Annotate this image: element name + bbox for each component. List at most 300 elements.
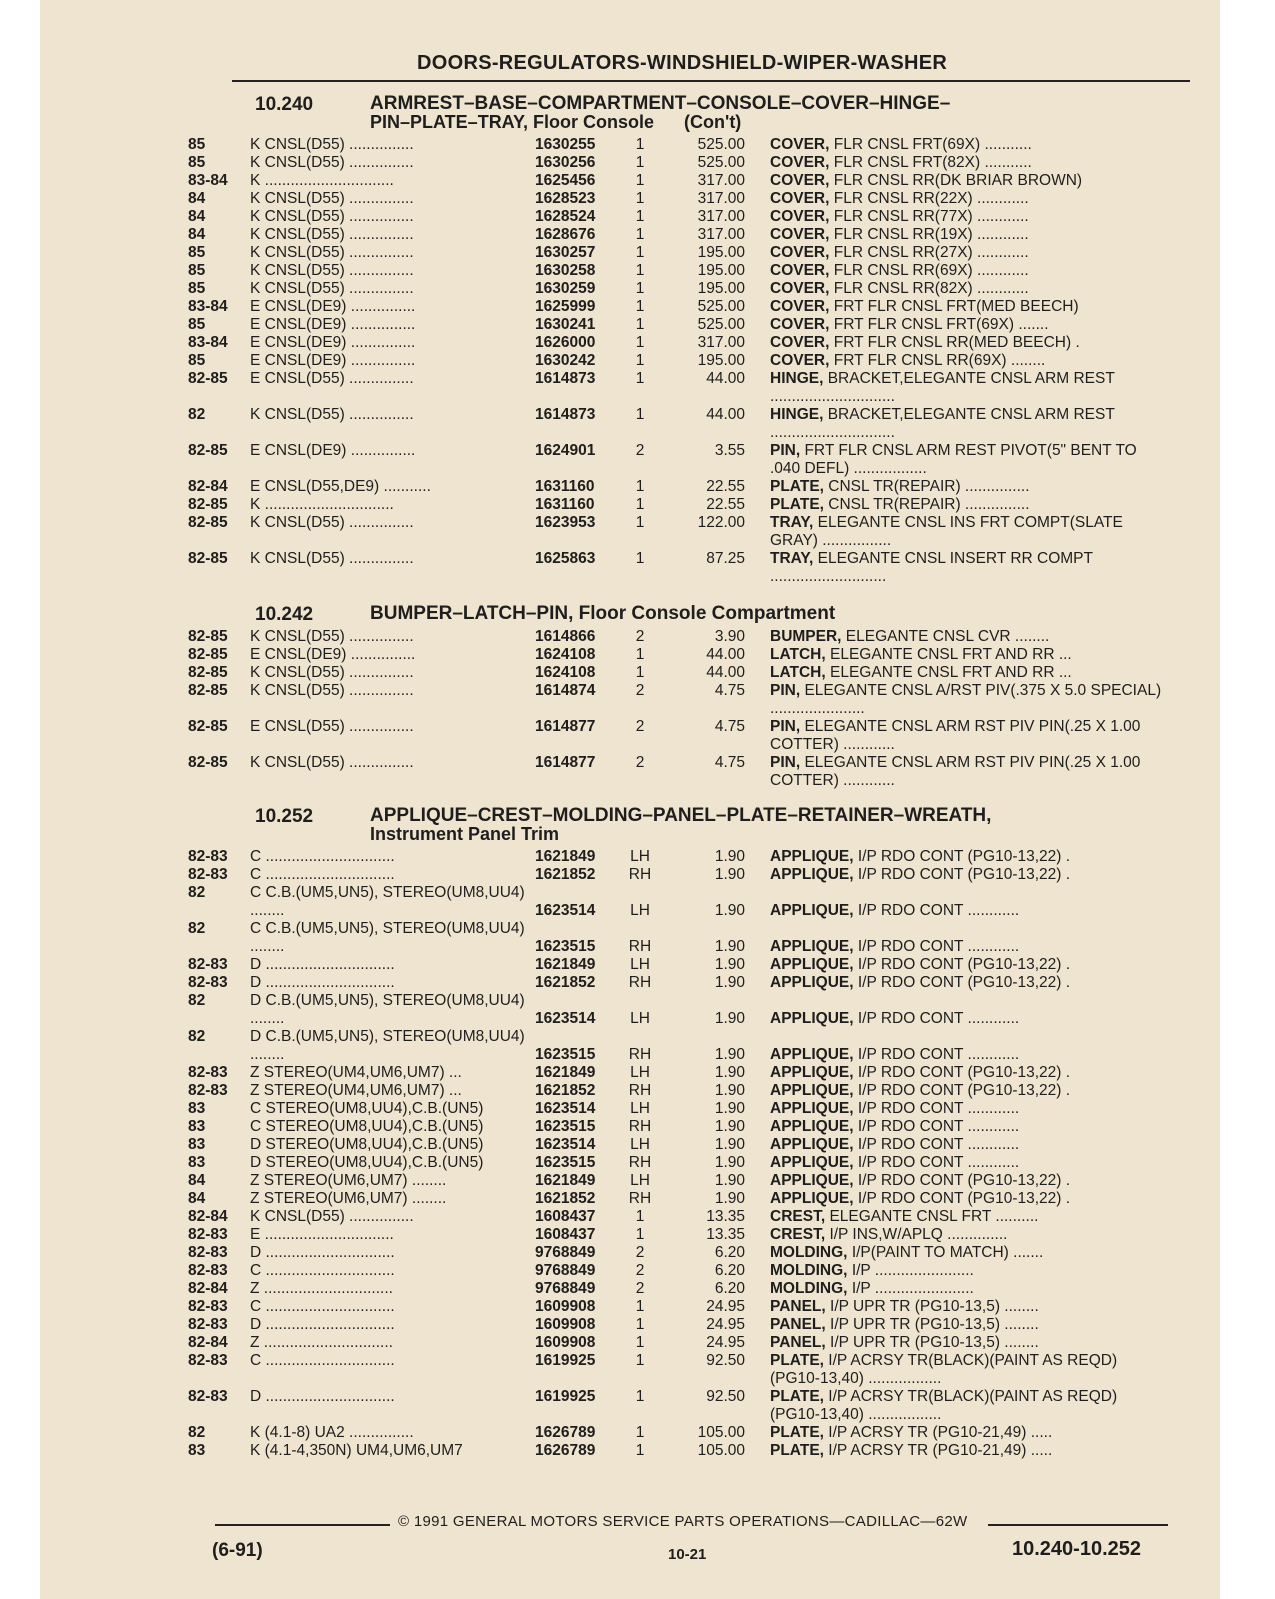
description-cell — [770, 1280, 1170, 1298]
usage-cell: E CNSL(DE9) ............... — [250, 442, 416, 459]
table-row — [40, 718, 1220, 754]
part-name: PIN, — [770, 754, 801, 771]
usage-cell: K (4.1-8) UA2 ............... — [250, 1424, 414, 1441]
description-cell — [770, 1136, 1170, 1154]
part-number-cell: 1621852 — [535, 1082, 596, 1099]
price-cell: 525.00 — [697, 136, 745, 153]
usage-cell: D C.B.(UM5,UN5), STEREO(UM8,UU4) ........ — [250, 1028, 525, 1063]
quantity-cell: 2 — [635, 1280, 645, 1297]
part-name: MOLDING, — [770, 1262, 848, 1279]
description-cell — [770, 1064, 1170, 1082]
table-row — [40, 1208, 1220, 1226]
description-cell — [770, 754, 1170, 790]
part-description: ELEGANTE CNSL ARM RST PIV PIN(.25 X 1.00 COTTER) ............ — [770, 718, 1141, 753]
table-row — [40, 190, 1220, 208]
table-row — [40, 1226, 1220, 1244]
year-cell: 84 — [188, 1190, 206, 1207]
description-cell — [770, 1118, 1170, 1136]
price-cell: 317.00 — [697, 334, 745, 351]
section-title — [370, 94, 1130, 132]
quantity-cell: 2 — [635, 1244, 645, 1261]
price-cell: 92.50 — [706, 1388, 745, 1405]
price-cell: 1.90 — [714, 938, 745, 955]
part-name: CREST, — [770, 1208, 826, 1225]
part-description: FLR CNSL RR(82X) ............ — [833, 280, 1029, 297]
description-cell — [770, 154, 1170, 172]
usage-cell: C C.B.(UM5,UN5), STEREO(UM8,UU4) ........ — [250, 920, 525, 955]
quantity-cell: 1 — [635, 1226, 645, 1243]
price-cell: 195.00 — [697, 280, 745, 297]
part-description: I/P UPR TR (PG10-13,5) ........ — [830, 1334, 1039, 1351]
table-row — [40, 478, 1220, 496]
usage-cell: K CNSL(D55) ............... — [250, 754, 414, 771]
description-cell — [770, 226, 1170, 244]
part-name: APPLIQUE, — [770, 1082, 854, 1099]
usage-cell: E CNSL(D55,DE9) ........... — [250, 478, 431, 495]
part-description: FLR CNSL RR(DK BRIAR BROWN) — [833, 172, 1083, 189]
part-description: ELEGANTE CNSL CVR ........ — [845, 628, 1050, 645]
description-cell — [770, 370, 1170, 406]
quantity-cell: 1 — [635, 664, 645, 681]
part-description: FLR CNSL FRT(82X) ........... — [833, 154, 1032, 171]
part-name: APPLIQUE, — [770, 1118, 854, 1135]
year-cell: 82-83 — [188, 1352, 228, 1369]
table-row — [40, 1334, 1220, 1352]
usage-cell: Z .............................. — [250, 1280, 393, 1297]
part-description: FLR CNSL RR(77X) ............ — [833, 208, 1029, 225]
part-description: I/P ....................... — [851, 1280, 974, 1297]
price-cell: 44.00 — [706, 646, 745, 663]
part-number-cell: 1614873 — [535, 370, 596, 387]
year-cell: 83 — [188, 1154, 206, 1171]
part-description: FRT FLR CNSL ARM REST PIVOT(5" BENT TO .040 DEFL) ................. — [770, 442, 1137, 477]
part-number-cell: 1630242 — [535, 352, 596, 369]
usage-cell: C .............................. — [250, 1352, 395, 1369]
part-name: LATCH, — [770, 664, 826, 681]
part-number-cell: 1625999 — [535, 298, 596, 315]
year-cell: 82-84 — [188, 1334, 228, 1351]
part-description: ELEGANTE CNSL ARM RST PIV PIN(.25 X 1.00 COTTER) ............ — [770, 754, 1141, 789]
price-cell: 1.90 — [714, 1190, 745, 1207]
part-description: I/P ACRSY TR (PG10-21,49) ..... — [828, 1442, 1053, 1459]
price-cell: 1.90 — [714, 1082, 745, 1099]
year-cell: 85 — [188, 316, 206, 333]
table-row — [40, 136, 1220, 154]
quantity-cell: 1 — [635, 1388, 645, 1405]
table-row — [40, 1118, 1220, 1136]
catalog-page — [40, 0, 1220, 1599]
price-cell: 317.00 — [697, 208, 745, 225]
year-cell: 82-83 — [188, 848, 228, 865]
part-description: FLR CNSL RR(27X) ............ — [833, 244, 1029, 261]
description-cell — [770, 1352, 1170, 1388]
part-number-cell: 1628523 — [535, 190, 596, 207]
quantity-cell: RH — [628, 1154, 652, 1171]
part-name: APPLIQUE, — [770, 848, 854, 865]
quantity-cell: LH — [630, 956, 650, 973]
part-number-cell: 1621852 — [535, 1190, 596, 1207]
part-number-cell: 1624108 — [535, 646, 596, 663]
usage-cell: K CNSL(D55) ............... — [250, 154, 414, 171]
part-number-cell: 1625456 — [535, 172, 596, 189]
part-number-cell: 1623514 — [535, 902, 596, 919]
quantity-cell: RH — [628, 866, 652, 883]
part-description: ELEGANTE CNSL FRT AND RR ... — [830, 646, 1072, 663]
part-name: COVER, — [770, 262, 830, 279]
part-name: COVER, — [770, 154, 830, 171]
quantity-cell: 1 — [635, 646, 645, 663]
price-cell: 1.90 — [714, 866, 745, 883]
table-row — [40, 1154, 1220, 1172]
part-name: PLATE, — [770, 478, 824, 495]
usage-cell: K .............................. — [250, 496, 394, 513]
table-row — [40, 316, 1220, 334]
price-cell: 1.90 — [714, 956, 745, 973]
parts-table — [40, 136, 1220, 586]
quantity-cell: 1 — [635, 1208, 645, 1225]
year-cell: 83-84 — [188, 334, 228, 351]
description-cell — [770, 1010, 1170, 1028]
usage-cell: E CNSL(DE9) ............... — [250, 352, 416, 369]
parts-section — [40, 804, 1220, 1460]
price-cell: 24.95 — [706, 1316, 745, 1333]
quantity-cell: 1 — [635, 334, 645, 351]
description-cell — [770, 334, 1170, 352]
description-cell — [770, 316, 1170, 334]
part-number-cell: 1630258 — [535, 262, 596, 279]
quantity-cell: 1 — [635, 1334, 645, 1351]
part-name: COVER, — [770, 190, 830, 207]
part-description: FRT FLR CNSL FRT(MED BEECH) — [833, 298, 1079, 315]
price-cell: 6.20 — [714, 1262, 745, 1279]
table-row — [40, 682, 1220, 718]
description-cell — [770, 1100, 1170, 1118]
description-cell — [770, 1334, 1170, 1352]
usage-cell: E CNSL(DE9) ............... — [250, 316, 416, 333]
description-cell — [770, 1442, 1170, 1460]
year-cell: 82-85 — [188, 646, 228, 663]
part-name: APPLIQUE, — [770, 866, 854, 883]
description-cell — [770, 406, 1170, 442]
table-row — [40, 920, 1220, 956]
part-description: I/P ....................... — [851, 1262, 974, 1279]
description-cell — [770, 244, 1170, 262]
part-description: ELEGANTE CNSL A/RST PIV(.375 X 5.0 SPECIAL) ...................... — [770, 682, 1162, 717]
usage-cell: Z STEREO(UM6,UM7) ........ — [250, 1190, 447, 1207]
usage-cell: C .............................. — [250, 866, 395, 883]
usage-cell: K CNSL(D55) ............... — [250, 664, 414, 681]
part-description: I/P RDO CONT (PG10-13,22) . — [857, 1190, 1071, 1207]
year-cell: 82-85 — [188, 442, 228, 459]
part-number-cell: 1626789 — [535, 1442, 596, 1459]
part-number-cell: 1626789 — [535, 1424, 596, 1441]
table-row — [40, 496, 1220, 514]
usage-cell: C C.B.(UM5,UN5), STEREO(UM8,UU4) ........ — [250, 884, 525, 919]
table-row — [40, 226, 1220, 244]
part-description: I/P RDO CONT ............ — [857, 938, 1020, 955]
price-cell: 44.00 — [706, 664, 745, 681]
part-description: I/P ACRSY TR (PG10-21,49) ..... — [828, 1424, 1053, 1441]
table-row — [40, 334, 1220, 352]
quantity-cell: RH — [628, 1118, 652, 1135]
quantity-cell: 2 — [635, 682, 645, 699]
table-row — [40, 1100, 1220, 1118]
table-row — [40, 280, 1220, 298]
price-cell: 1.90 — [714, 1136, 745, 1153]
part-number-cell: 1623515 — [535, 938, 596, 955]
table-row — [40, 172, 1220, 190]
part-number-cell: 1623515 — [535, 1118, 596, 1135]
usage-cell: D STEREO(UM8,UU4),C.B.(UN5) — [250, 1154, 484, 1171]
table-row — [40, 244, 1220, 262]
year-cell: 82-85 — [188, 664, 228, 681]
description-cell — [770, 1226, 1170, 1244]
part-number-cell: 1621852 — [535, 974, 596, 991]
part-name: COVER, — [770, 352, 830, 369]
table-row — [40, 628, 1220, 646]
section-number: 10.252 — [255, 806, 314, 827]
part-description: FLR CNSL RR(22X) ............ — [833, 190, 1029, 207]
table-row — [40, 1280, 1220, 1298]
price-cell: 87.25 — [706, 550, 745, 567]
part-description: I/P RDO CONT (PG10-13,22) . — [857, 1172, 1071, 1189]
part-name: PIN, — [770, 718, 801, 735]
quantity-cell: 2 — [635, 754, 645, 771]
price-cell: 317.00 — [697, 226, 745, 243]
usage-cell: K CNSL(D55) ............... — [250, 226, 414, 243]
description-cell — [770, 1298, 1170, 1316]
part-number-cell: 1623515 — [535, 1046, 596, 1063]
usage-cell: K CNSL(D55) ............... — [250, 190, 414, 207]
description-cell — [770, 682, 1170, 718]
price-cell: 3.55 — [714, 442, 745, 459]
description-cell — [770, 628, 1170, 646]
part-name: APPLIQUE, — [770, 956, 854, 973]
usage-cell: K CNSL(D55) ............... — [250, 208, 414, 225]
part-name: APPLIQUE, — [770, 1100, 854, 1117]
part-description: I/P UPR TR (PG10-13,5) ........ — [830, 1316, 1039, 1333]
price-cell: 1.90 — [714, 1010, 745, 1027]
usage-cell: K (4.1-4,350N) UM4,UM6,UM7 — [250, 1442, 463, 1459]
usage-cell: Z STEREO(UM4,UM6,UM7) ... — [250, 1064, 462, 1081]
table-row — [40, 884, 1220, 920]
year-cell: 85 — [188, 244, 206, 261]
part-number-cell: 1621852 — [535, 866, 596, 883]
part-name: APPLIQUE, — [770, 1010, 854, 1027]
price-cell: 13.35 — [706, 1208, 745, 1225]
part-name: APPLIQUE, — [770, 1172, 854, 1189]
quantity-cell: 1 — [635, 496, 645, 513]
part-description: FLR CNSL FRT(69X) ........... — [833, 136, 1032, 153]
year-cell: 84 — [188, 1172, 206, 1189]
table-row — [40, 1442, 1220, 1460]
section-header — [40, 804, 1220, 848]
table-row — [40, 154, 1220, 172]
description-cell — [770, 136, 1170, 154]
table-row — [40, 1082, 1220, 1100]
year-cell: 83 — [188, 1442, 206, 1459]
year-cell: 85 — [188, 136, 206, 153]
part-number-cell: 9768849 — [535, 1244, 596, 1261]
quantity-cell: RH — [628, 1190, 652, 1207]
price-cell: 22.55 — [706, 496, 745, 513]
quantity-cell: RH — [628, 938, 652, 955]
part-number-cell: 1614873 — [535, 406, 596, 423]
description-cell — [770, 866, 1170, 884]
description-cell — [770, 1388, 1170, 1424]
part-description: ELEGANTE CNSL INS FRT COMPT(SLATE GRAY) ................ — [770, 514, 1123, 549]
quantity-cell: RH — [628, 1082, 652, 1099]
price-cell: 92.50 — [706, 1352, 745, 1369]
table-row — [40, 406, 1220, 442]
quantity-cell: 1 — [635, 244, 645, 261]
description-cell — [770, 718, 1170, 754]
part-number-cell: 1630256 — [535, 154, 596, 171]
quantity-cell: 1 — [635, 1424, 645, 1441]
price-cell: 4.75 — [714, 682, 745, 699]
price-cell: 6.20 — [714, 1280, 745, 1297]
table-row — [40, 956, 1220, 974]
part-description: I/P RDO CONT ............ — [857, 902, 1020, 919]
table-row — [40, 1316, 1220, 1334]
part-number-cell: 1628676 — [535, 226, 596, 243]
year-cell: 82-83 — [188, 956, 228, 973]
part-name: APPLIQUE, — [770, 1190, 854, 1207]
part-name: COVER, — [770, 298, 830, 315]
table-row — [40, 992, 1220, 1028]
price-cell: 1.90 — [714, 1064, 745, 1081]
part-description: I/P RDO CONT (PG10-13,22) . — [857, 956, 1071, 973]
part-description: I/P RDO CONT (PG10-13,22) . — [857, 866, 1071, 883]
price-cell: 1.90 — [714, 974, 745, 991]
quantity-cell: 1 — [635, 190, 645, 207]
part-number-cell: 1631160 — [535, 496, 595, 513]
price-cell: 6.20 — [714, 1244, 745, 1261]
part-number-cell: 1623953 — [535, 514, 596, 531]
price-cell: 317.00 — [697, 190, 745, 207]
description-cell — [770, 478, 1170, 496]
section-title-line: ARMREST–BASE–COMPARTMENT–CONSOLE–COVER–HINGE– — [370, 93, 951, 114]
description-cell — [770, 1424, 1170, 1442]
price-cell: 525.00 — [697, 298, 745, 315]
part-description: I/P RDO CONT ............ — [857, 1100, 1020, 1117]
year-cell: 82 — [188, 992, 206, 1009]
section-subtitle: PIN–PLATE–TRAY, Floor Console (Con't) — [370, 112, 742, 132]
part-name: COVER, — [770, 208, 830, 225]
usage-cell: K CNSL(D55) ............... — [250, 280, 414, 297]
section-title-line: APPLIQUE–CREST–MOLDING–PANEL–PLATE–RETAINER–WREATH, — [370, 805, 992, 826]
price-cell: 1.90 — [714, 1154, 745, 1171]
footer-copyright: © 1991 GENERAL MOTORS SERVICE PARTS OPERATIONS—CADILLAC—62W — [398, 1513, 968, 1530]
table-row — [40, 664, 1220, 682]
part-number-cell: 1630241 — [535, 316, 596, 333]
year-cell: 82-84 — [188, 478, 228, 495]
year-cell: 82 — [188, 884, 206, 901]
part-name: PLATE, — [770, 496, 824, 513]
price-cell: 525.00 — [697, 316, 745, 333]
year-cell: 82-85 — [188, 628, 228, 645]
part-name: COVER, — [770, 244, 830, 261]
table-row — [40, 550, 1220, 586]
part-number-cell: 1624108 — [535, 664, 596, 681]
price-cell: 1.90 — [714, 1172, 745, 1189]
table-row — [40, 1136, 1220, 1154]
table-row — [40, 208, 1220, 226]
usage-cell: D C.B.(UM5,UN5), STEREO(UM8,UU4) ........ — [250, 992, 525, 1027]
quantity-cell: 2 — [635, 718, 645, 735]
part-number-cell: 1614877 — [535, 754, 596, 771]
year-cell: 85 — [188, 280, 206, 297]
table-row — [40, 298, 1220, 316]
part-name: COVER, — [770, 316, 830, 333]
footer-divider-right — [988, 1524, 1168, 1526]
part-description: I/P ACRSY TR(BLACK)(PAINT AS REQD) (PG10-13,40) ................. — [770, 1388, 1118, 1423]
usage-cell: Z STEREO(UM6,UM7) ........ — [250, 1172, 447, 1189]
quantity-cell: 1 — [635, 208, 645, 225]
year-cell: 82-85 — [188, 754, 228, 771]
part-name: APPLIQUE, — [770, 902, 854, 919]
part-name: BUMPER, — [770, 628, 842, 645]
year-cell: 82-83 — [188, 1298, 228, 1315]
year-cell: 85 — [188, 262, 206, 279]
part-description: I/P ACRSY TR(BLACK)(PAINT AS REQD) (PG10-13,40) ................. — [770, 1352, 1118, 1387]
part-number-cell: 1630259 — [535, 280, 596, 297]
part-description: FLR CNSL RR(69X) ............ — [833, 262, 1029, 279]
table-row — [40, 974, 1220, 992]
usage-cell: C STEREO(UM8,UU4),C.B.(UN5) — [250, 1100, 484, 1117]
table-row — [40, 370, 1220, 406]
section-header — [40, 602, 1220, 628]
quantity-cell: 2 — [635, 442, 645, 459]
usage-cell: E CNSL(DE9) ............... — [250, 334, 416, 351]
table-row — [40, 1262, 1220, 1280]
usage-cell: D .............................. — [250, 1316, 395, 1333]
price-cell: 195.00 — [697, 352, 745, 369]
quantity-cell: 1 — [635, 280, 645, 297]
part-name: COVER, — [770, 280, 830, 297]
part-name: PANEL, — [770, 1334, 826, 1351]
quantity-cell: LH — [630, 1172, 650, 1189]
quantity-cell: 1 — [635, 226, 645, 243]
year-cell: 82-83 — [188, 974, 228, 991]
table-row — [40, 1244, 1220, 1262]
price-cell: 1.90 — [714, 848, 745, 865]
usage-cell: D .............................. — [250, 1244, 395, 1261]
year-cell: 83-84 — [188, 298, 228, 315]
year-cell: 82-85 — [188, 550, 228, 567]
part-description: I/P RDO CONT (PG10-13,22) . — [857, 1064, 1071, 1081]
year-cell: 83 — [188, 1136, 206, 1153]
part-name: COVER, — [770, 334, 830, 351]
part-number-cell: 1621849 — [535, 848, 596, 865]
part-name: TRAY, — [770, 550, 814, 567]
section-number: 10.242 — [255, 604, 314, 625]
quantity-cell: 1 — [635, 1298, 645, 1315]
section-number: 10.240 — [255, 94, 314, 115]
description-cell — [770, 1316, 1170, 1334]
section-title — [370, 604, 1130, 623]
section-subtitle: Instrument Panel Trim — [370, 824, 560, 844]
description-cell — [770, 172, 1170, 190]
part-name: APPLIQUE, — [770, 1154, 854, 1171]
part-description: FRT FLR CNSL RR(MED BEECH) . — [833, 334, 1080, 351]
footer-section-range: 10.240-10.252 — [1012, 1538, 1142, 1560]
part-name: HINGE, — [770, 406, 824, 423]
footer-date: (6-91) — [212, 1540, 263, 1561]
usage-cell: D .............................. — [250, 1388, 395, 1405]
part-description: I/P INS,W/APLQ .............. — [829, 1226, 1008, 1243]
price-cell: 1.90 — [714, 902, 745, 919]
